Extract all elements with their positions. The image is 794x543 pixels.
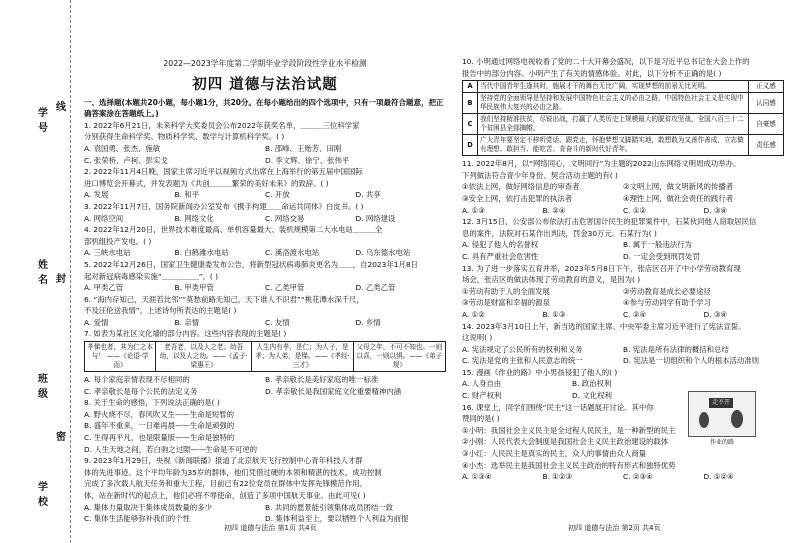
option[interactable]: D. 文化权利 — [572, 391, 612, 401]
statement: ④参与劳动同学有助于学习 — [623, 298, 711, 308]
table-cell: 孝悌也者，其为仁之本与！ ——《论语·学而》 — [85, 342, 156, 372]
option[interactable]: B. 网络文化 — [174, 213, 214, 223]
option[interactable]: A. 网络空间 — [84, 213, 124, 223]
table-row — [463, 93, 784, 114]
cartoon-caption: 作业的路 — [709, 439, 734, 446]
row-letter: C — [463, 114, 478, 135]
question-4 — [84, 224, 446, 259]
statement: ④小杰：选举民主是我国社会主义民主政治的特有形式和独特优势 — [462, 460, 676, 470]
question-stem: 这说明( ) — [462, 333, 493, 343]
page-one-footer: 初四 道德与法治 第1页 共4页 — [224, 524, 317, 532]
question-7 — [84, 328, 446, 397]
table-cell: 父母之年，不可不知也。一则以喜，一则以惧。——《弟子规》 — [353, 342, 445, 372]
statement: ③安全上网，依打击犯罪的执法者 — [462, 193, 573, 203]
option[interactable]: A. 爱情 — [84, 317, 109, 327]
option[interactable]: B. 属于一般违法行为 — [623, 240, 692, 250]
option[interactable]: C. 财产权利 — [462, 391, 502, 401]
question-stem: 不及汪伦送我情”。上述诗句所表达的主题是( ) — [84, 306, 237, 316]
cartoon-figure-icon — [699, 412, 709, 428]
question-13 — [462, 263, 784, 321]
section-instructions: 一、选择题(本题共20小题，每小题1分，共20分。在每小题给出的四个选项中，只有一项最符合题意，把正确答案涂在答题纸上。) — [84, 97, 444, 119]
option[interactable]: B. 甲类甲管 — [174, 283, 214, 293]
statement: ①小明：我国社会主义民主是全过程人民民主，是一种新型的民主 — [462, 425, 676, 435]
option[interactable]: D. 共享 — [355, 190, 381, 200]
option[interactable]: C. 张荣桥、卢柯、彭实戈 — [84, 155, 168, 165]
row-letter: B — [463, 93, 478, 114]
option[interactable]: C. 乙类甲管 — [265, 283, 305, 293]
option[interactable]: B. 白鹤滩水电站 — [174, 248, 229, 258]
option[interactable]: B. 和平 — [174, 190, 200, 200]
statement: ②劳动教育是成长必要途径 — [623, 286, 711, 296]
option[interactable]: A. 三峡水电站 — [84, 248, 131, 258]
row-text: 当代中国青年生逢其时，施展才干的舞台无比广阔，实现梦想的前景无比光明。 — [478, 81, 749, 93]
option[interactable]: D. 孝亲敬长是我国家庭文化重要精神内涵 — [265, 386, 402, 396]
table-row — [463, 114, 784, 135]
row-emotion: 自豪感 — [749, 114, 784, 135]
question-stem: 进口博览会开幕式，并发表题为《共创＿＿＿繁荣的美好未来》的致辞。( ) — [84, 178, 329, 188]
exam-header: 2022—2023学年度第二学期毕业学段阶段性学业水平检测 — [163, 59, 367, 68]
exam-title: 初四 道德与法治试题 — [192, 76, 338, 93]
question-stem: 体，站在新时代的起点上，他们必将不辱使命，创造了多项中国航天事业。由此可见( ) — [84, 491, 366, 500]
binding-margin — [0, 0, 71, 543]
question-5 — [84, 259, 446, 294]
statement: ②文明上网，做文明新风的传播者 — [623, 182, 734, 192]
question-stem: 8. 关于生命的感悟，下列说法正确的是( ) — [84, 398, 220, 408]
option[interactable]: B. ①③ — [542, 309, 566, 319]
question-10 — [462, 56, 784, 156]
option[interactable]: C. 生得再平凡，也是限量版——生命是独特的 — [84, 433, 235, 443]
statement: ①依法上网，做好网络信息的审查者 — [462, 182, 580, 192]
option[interactable]: D. 李文辉、徐宁、张伟平 — [265, 155, 350, 165]
question-stem: 15. 漫画《作业的路》中小男孩侵犯了他人的( ) — [462, 367, 618, 377]
seal-line-label: 线 — [56, 102, 66, 113]
question-stem: 场会，张店区的做法体现了劳动教育的意义，是因为( ) — [462, 275, 641, 285]
option[interactable]: A. 袁国勇、张杰、施敏 — [84, 143, 161, 153]
table-row — [463, 135, 784, 156]
student-id-label: 学 号 — [38, 108, 50, 134]
option[interactable]: A. 每个家庭亲情表现不尽相同的 — [84, 375, 190, 385]
option[interactable]: A. 宪法规定了公民所有的权利和义务 — [462, 344, 583, 354]
option[interactable]: A. ①② — [462, 309, 485, 319]
option[interactable]: D. 乡情 — [355, 317, 381, 327]
class-label: 班 级 — [38, 374, 50, 400]
statement: ④理性上网，做社会责任的践行者 — [623, 193, 734, 203]
option[interactable]: B. 亲情 — [174, 317, 200, 327]
option[interactable]: C. 孝亲敬长是每个公民的法定义务 — [84, 386, 198, 396]
page-one — [84, 56, 446, 525]
question-2 — [84, 166, 446, 201]
option[interactable]: C. 溪洛渡水电站 — [265, 248, 320, 258]
question-stem: 14. 2023年3月10日上午，新当选的国家主席、中央军委主席习近平进行了宪法宣誓。 — [462, 321, 746, 331]
question-stem: 体的先进事迹。这个平均年龄为35岁的群体，他们凭借过硬的本领和精湛的技术，成功控制 — [84, 467, 382, 477]
option[interactable]: C. 集体生活能够弥补我们的个性 — [84, 514, 190, 524]
option[interactable]: B. 孝亲敬长是美好家庭的唯一标准 — [265, 375, 379, 385]
option[interactable]: B. 盛年不重来，一日难再晨——生命是顽强的 — [84, 421, 235, 431]
seal-secret-label: 密 — [56, 432, 66, 443]
option[interactable]: A. 发展 — [84, 190, 109, 200]
question-6 — [84, 294, 446, 329]
question-8 — [84, 397, 446, 455]
statement: ③小红：人民民主是真实的民主，众人的事情由众人商量 — [462, 449, 647, 459]
option[interactable]: A. 野火烧不尽，春风吹又生——生命是短暂的 — [84, 409, 235, 419]
option[interactable]: C. 开放 — [265, 190, 290, 200]
option[interactable]: C. ①② — [623, 205, 647, 215]
option[interactable]: A. 人身自由 — [462, 379, 502, 389]
option[interactable]: C. 具有严重社会危害性 — [462, 251, 539, 261]
question-1 — [84, 120, 446, 166]
option[interactable]: B. 共同的愿景能引领集体成员团结一致 — [265, 502, 394, 512]
row-letter: A — [463, 81, 478, 93]
question-stem: 赞同的是( ) — [462, 414, 500, 424]
option[interactable]: B. 宪法是所有法律的概括和总结 — [623, 344, 729, 354]
cartoon-figure-icon — [731, 410, 743, 428]
row-letter: D — [463, 135, 478, 156]
option[interactable]: D. 网络建设 — [355, 213, 396, 223]
question-12 — [462, 216, 784, 262]
option[interactable]: A. 甲类乙管 — [84, 283, 124, 293]
table-cell: 人生内有孝，是仁；为人子，是孝；为人弟，是悌。——《孝经·三才》 — [252, 342, 354, 372]
name-label: 姓 名 — [38, 260, 50, 286]
question-stem: 5. 2022年12月26日，国家卫生健康委发布公告，将新型冠状病毒肺炎更名为＿＿，自2023年1月8日 — [84, 259, 418, 269]
page-two-footer: 初四 道德与法治 第2页 共4页 — [568, 524, 661, 532]
row-text: 广大青年要坚定不移听党话、跟党走，怀抱梦想又脚踏实地，敢想敢为又善作善成，立志做有理想、敢担当、能吃苦、肯奋斗的新时代好青年。 — [478, 135, 749, 156]
question-stem: 6. “海内存知己，天涯若比邻”“莫愁前路无知己，天下谁人不识君”“桃花潭水深千尺， — [84, 294, 364, 304]
question-15 — [462, 367, 682, 402]
option[interactable]: B. ②④ — [542, 205, 566, 215]
question-stem: 4. 2022年12月20日，世界技术难度最高、单机容量最大、装机规模第二大水电站＿＿＿全 — [84, 225, 383, 235]
question-stem: 11. 2022年8月，以“网络同心，文明同行”为主题的2022山东网络文明周成功举办。 — [462, 159, 741, 169]
option[interactable]: C. ②③④ — [623, 472, 653, 482]
table-cell: 老吾老，以及人之老；幼吾幼，以及人之幼。——《孟子·梁惠王》 — [156, 342, 252, 372]
option[interactable]: D. 乌东德水电站 — [355, 248, 411, 258]
question-stem: 13. 为了进一步落实五育并举，2023年5月8日下午，张店区召开了中小学劳动教育现 — [462, 263, 741, 273]
row-emotion: 认同感 — [749, 93, 784, 114]
question-14 — [462, 321, 784, 367]
option[interactable]: B. 政治权利 — [572, 379, 612, 389]
statement: ①劳动有助于人的全面发展 — [462, 286, 550, 296]
row-text: 坚持党的全面领导是坚持和发展中国特色社会主义的必由之路，中国特色社会主义是实现中华民族伟大复兴的必由之路。 — [478, 93, 749, 114]
option[interactable]: A. ①③ — [462, 205, 485, 215]
option[interactable]: C. 网络交易 — [265, 213, 305, 223]
option[interactable]: C. 宪法是党的主张和人民意志的统一 — [462, 356, 583, 366]
question-stem: 2. 2022年11月4日晚，国家主席习近平以视频方式出席在上海举行的第五届中国国际 — [84, 167, 363, 177]
seal-seal-label: 封 — [56, 274, 66, 285]
question-11 — [462, 158, 784, 216]
question-3 — [84, 201, 446, 224]
report-quote-table — [462, 80, 784, 156]
question-stem: 1. 2022年6月21日，未来科学大奖委员会公布2022年获奖名单，＿＿＿三位科学家 — [84, 120, 360, 130]
option[interactable]: D. 宪法是一切组织和个人的根本活动准则 — [623, 356, 760, 366]
option[interactable]: A. 侵犯了他人的名誉权 — [462, 240, 539, 250]
option[interactable]: D. ③④ — [703, 309, 728, 319]
option[interactable]: D. ①②④ — [703, 472, 734, 482]
question-stem: 报告中的部分内容。小明产生了有关的情感体验。对此，以下分析不正确的是( ) — [462, 68, 722, 78]
option[interactable]: C. ②④ — [623, 309, 647, 319]
school-label: 学 校 — [38, 482, 50, 508]
statement: ③劳动是财富和幸福的源泉 — [462, 298, 550, 308]
row-text: 我们坚持精准扶贫，尽锐出战，打赢了人类历史上规模最大的脱贫攻坚战，全国八百三十二个贫困县全部摘帽。 — [478, 114, 749, 135]
option[interactable]: B. 邵峰、王贻芳、田刚 — [265, 143, 342, 153]
question-stem: 3. 2022年11月7日，国务院新闻办公室发布《携手构建＿＿命运共同体》白皮书。( ) — [84, 201, 364, 211]
option[interactable]: C. 友情 — [265, 317, 290, 327]
option[interactable]: B. ①②③ — [542, 472, 573, 482]
option[interactable]: D. 人生天地之间，若白驹之过隙——生命是不可逆的 — [84, 444, 257, 454]
option[interactable]: D. ③④ — [703, 205, 728, 215]
option[interactable]: D. 乙类乙管 — [355, 283, 396, 293]
culture-wall-table — [84, 341, 446, 372]
cartoon-sign: 走不开 — [709, 398, 733, 408]
row-emotion: 正义感 — [749, 81, 784, 93]
row-emotion: 责任感 — [749, 135, 784, 156]
homework-road-cartoon — [688, 391, 756, 446]
option[interactable]: D. 一定会受到刑罚处罚 — [623, 251, 700, 261]
question-stem: 下列做法符合青少年身份、契合活动主题的有( ) — [462, 170, 618, 180]
question-stem: 9. 2023年1月29日，央视《新闻联播》报道了北京航天飞行控制中心青年科技人才群 — [84, 456, 363, 466]
question-stem: 16. 课堂上，同学们围绕“民主”这一话题展开讨论。其中你 — [462, 402, 654, 412]
question-stem: 10. 小明通过网络电视收看了党的二十大开幕会盛况，以下是习近平总书记在大会上作的 — [462, 57, 750, 66]
option[interactable]: D. 集体利益至上，要以牺牲个人利益为前提 — [265, 514, 409, 524]
question-stem: 息的案件，法院对石某作出判决，罚金30万元。石某行为( ) — [462, 228, 657, 238]
question-9 — [84, 455, 446, 525]
question-stem: 分别获得生命科学奖、物质科学奖、数学与计算机科学奖。( ) — [84, 132, 285, 142]
option[interactable]: A. ①③④ — [462, 472, 492, 482]
question-stem: 7. 如表为某社区文化墙的部分内容。这些内容表现的主题是( ) — [84, 329, 287, 339]
question-stem: 完成了多次载人航天任务和重大工程，目前已有22位党员在群体中发挥先锋模范作用。 — [84, 479, 367, 489]
statement: ②小刚：人民代表大会制度是我国社会主义民主政治建设的载体 — [462, 437, 669, 447]
table-row — [463, 81, 784, 93]
question-stem: 12. 3月15日，公安部公布依法打击危害国计民生的犯罪案件中，石某伙同他人窃取居民信 — [462, 217, 757, 227]
question-stem: 部机组投产发电。( ) — [84, 236, 152, 246]
question-stem: 起对新冠病毒感染实施“＿＿＿＿＿”。( ) — [84, 271, 219, 281]
option[interactable]: A. 集体力量取决于集体成员数量的多少 — [84, 502, 212, 512]
